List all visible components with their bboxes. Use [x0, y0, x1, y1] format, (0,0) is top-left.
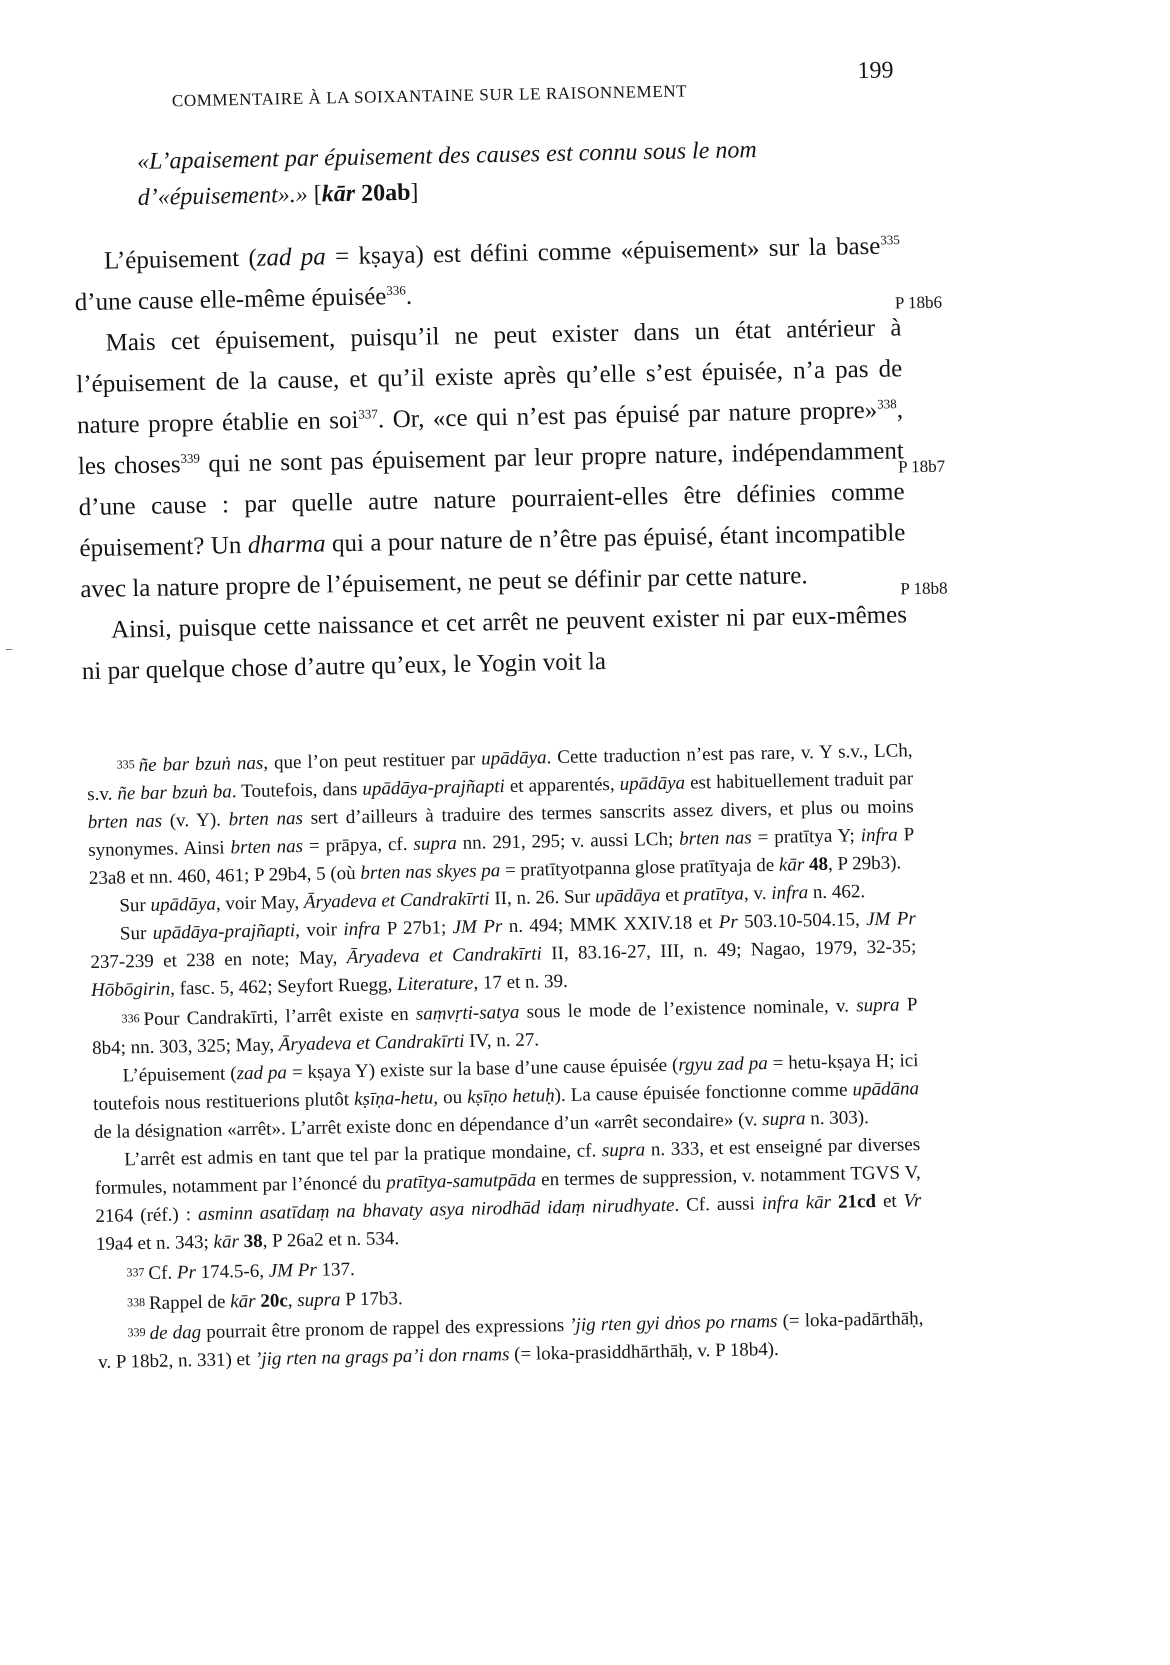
- text-run: (= loka-prasiddhārthāḥ, v. P 18b4).: [509, 1338, 779, 1366]
- footnote-ref-335[interactable]: 335: [880, 232, 900, 248]
- text-run: Pour Candrakīrti, l’arrêt existe en: [143, 1003, 417, 1031]
- text-run: Mais cet épuisement, puisqu’il ne peut exister dans un état antérieur à l’épuisement de la cause, et qu’il existe après qu’elle s’est épuisée, n’a pas de nature propre établie en soi: [76, 314, 903, 440]
- text-run: upādāya-prajñapti: [362, 776, 506, 800]
- text-run: brten nas: [230, 835, 304, 859]
- footnote-ref-337[interactable]: 337: [358, 406, 378, 422]
- footnote-ref-336[interactable]: 336: [386, 282, 406, 298]
- text-run: , ou: [433, 1086, 468, 1109]
- text-run: (= loka-padārthāḥ, v. P 18b2, n. 331) et: [97, 1308, 924, 1373]
- footnote-336-sub-2: [94, 1131, 922, 1259]
- text-run: supra: [413, 832, 457, 855]
- text-run: dharma: [247, 530, 326, 559]
- running-header: COMMENTAIRE À LA SOIXANTAINE SUR LE RAISONNEMENT: [171, 81, 688, 111]
- text-run: supra: [761, 1108, 806, 1131]
- text-run: Pr: [176, 1262, 197, 1284]
- text-run: 174.5-6,: [195, 1260, 269, 1284]
- text-run: .: [405, 282, 413, 310]
- verse-ref-open: [: [313, 181, 322, 208]
- footnote-number: 337: [126, 1265, 145, 1280]
- text-run: n. 494; MMK XXIV.18 et: [502, 911, 719, 938]
- text-run: sous le mode de l’existence nominale, v.: [519, 995, 857, 1023]
- text-run: de dag: [149, 1321, 202, 1344]
- text-run: sert d’ailleurs à traduire des termes sanscrits assez divers, et plus ou moins synonymes. Ainsi: [88, 796, 914, 862]
- text-run: = pratītyotpanna glose pratītyaja de: [500, 854, 780, 882]
- footnote-336-sub-1: [92, 1047, 919, 1147]
- text-run: brten nas: [228, 807, 304, 831]
- text-run: ’jig rten gyi dṅos po rnams: [569, 1310, 778, 1336]
- text-run: kār: [778, 854, 805, 876]
- text-run: = pratītya Y;: [751, 825, 861, 849]
- text-run: d’une cause elle-même épuisée: [74, 283, 387, 317]
- text-run: 19a4 et n. 343;: [95, 1231, 214, 1255]
- paragraph-1: [74, 225, 901, 323]
- text-run: Sur: [119, 894, 151, 917]
- text-run: , que l’on peut restituer par: [263, 748, 482, 774]
- text-run: infra: [860, 824, 898, 847]
- text-run: = kṣaya Y) existe sur la base d’une cause épuisée (: [286, 1054, 679, 1084]
- text-run: kār: [213, 1231, 240, 1253]
- text-run: . Cette traduction n’est pas rare, v. Y s.v., LCh, s.v.: [87, 740, 913, 806]
- text-run: n. 303).: [805, 1107, 869, 1130]
- text-run: 20c: [255, 1290, 288, 1312]
- text-run: . Cf. aussi: [674, 1193, 763, 1216]
- text-run: Āryadeva et Candrakīrti: [346, 943, 543, 969]
- text-run: IV, n. 27.: [464, 1029, 540, 1052]
- scan-margin-mark: [6, 649, 12, 650]
- text-run: Āryadeva et Candrakīrti: [303, 888, 490, 913]
- text-run: 237-239 et 238 en note; May,: [90, 947, 347, 974]
- text-run: nn. 291, 295; v. aussi LCh;: [456, 828, 680, 854]
- text-run: (v. Y).: [161, 809, 229, 832]
- text-run: , 17 et n. 39.: [473, 970, 569, 994]
- text-run: upādāya: [594, 885, 661, 908]
- text-run: ñe bar bzuṅ nas: [138, 752, 264, 777]
- text-run: brten nas: [678, 827, 752, 850]
- text-run: infra: [343, 918, 381, 941]
- text-run: et: [875, 1190, 904, 1213]
- text-run: et: [660, 884, 684, 907]
- text-run: kṣīṇo hetuḥ: [467, 1085, 555, 1108]
- text-run: supra: [601, 1139, 646, 1162]
- text-run: zad pa: [256, 243, 327, 272]
- main-text: [74, 225, 909, 692]
- text-run: II, n. 26. Sur: [489, 886, 596, 910]
- text-run: est habituellement traduit par: [684, 768, 914, 794]
- footnote-ref-339[interactable]: 339: [180, 450, 201, 466]
- text-run: Āryadeva et Candrakīrti: [278, 1030, 465, 1056]
- text-run: n. 333, et est enseigné par diverses formules, notamment par l’énoncé du: [94, 1134, 921, 1199]
- text-run: ,: [287, 1290, 298, 1312]
- footnote-number: 338: [126, 1295, 146, 1310]
- text-run: L’épuisement (: [122, 1063, 237, 1087]
- margin-ref-18b8: P 18b8: [900, 578, 948, 599]
- verse-ref-close: ]: [410, 179, 419, 206]
- text-run: infra kār: [761, 1191, 832, 1215]
- text-run: upādāna: [852, 1078, 920, 1101]
- text-run: Pr: [718, 911, 738, 933]
- text-run: kār: [230, 1290, 256, 1313]
- text-run: de la désignation «arrêt». L’arrêt existe donc en dépendance d’un «arrêt secondaire» (v.: [93, 1109, 763, 1144]
- text-run: L’arrêt est admis en tant que tel par la pratique mondaine, cf.: [124, 1140, 603, 1171]
- paragraph-3: Ainsi, puisque cette naissance et cet arrêt ne peuvent exister ni par eux-mêmes ni par quelque chose d’autre qu’eux, le Yogin voit la: [81, 601, 908, 686]
- text-run: saṃvṛti-satya: [415, 1001, 520, 1025]
- text-run: qui a pour nature de n’être pas épuisé, étant incompatible avec la nature propre de l’épuisement, ne peut se définir par cette nature.: [80, 519, 906, 604]
- text-run: Literature: [396, 972, 474, 996]
- footnote-335: [86, 735, 915, 893]
- text-run: upādāya: [480, 747, 547, 770]
- margin-ref-18b7: P 18b7: [897, 456, 946, 477]
- text-run: upādāya: [619, 772, 686, 795]
- text-run: brten nas: [87, 810, 163, 834]
- verse-quote: [137, 130, 888, 216]
- text-run: II, 83.16-27, III, n. 49; Nagao, 1979, 32-35;: [541, 936, 917, 965]
- text-run: , voir: [294, 919, 344, 942]
- text-run: , v.: [743, 882, 772, 905]
- text-run: zad pa: [236, 1062, 288, 1085]
- text-run: qui ne sont pas épuisement par leur propre nature, indépendamment d’une cause : par quelle autre nature pourraient-elles être définies comme épuisement? Un: [78, 437, 905, 563]
- text-run: P 27b1;: [380, 917, 453, 940]
- text-run: , fasc. 5, 462; Seyfort Ruegg,: [169, 974, 398, 1000]
- text-run: Sur: [119, 922, 153, 945]
- text-run: en termes de suppression, v. notamment TGVS V, 2164 (réf.) :: [95, 1162, 921, 1227]
- text-run: = prāpya, cf.: [302, 833, 414, 857]
- text-run: , voir May,: [215, 891, 305, 915]
- footnotes: [86, 735, 924, 1377]
- text-run: = hetu-kṣaya H; ici toutefois nous restituerions plutôt: [92, 1050, 919, 1116]
- footnote-ref-338[interactable]: 338: [877, 396, 897, 412]
- text-run: upādāya: [150, 893, 217, 916]
- margin-ref-18b6: P 18b6: [894, 292, 943, 313]
- text-run: infra: [771, 882, 809, 904]
- text-run: pourrait être pronom de rappel des expressions: [200, 1314, 570, 1343]
- text-run: , P 29b3).: [827, 852, 902, 875]
- text-run: rgyu zad pa: [678, 1053, 768, 1076]
- text-run: 137.: [316, 1259, 355, 1281]
- text-run: = kṣaya) est défini comme «épuisement» sur la base: [325, 232, 881, 271]
- text-run: . Toutefois, dans: [231, 778, 363, 803]
- footnote-number: 336: [121, 1011, 140, 1026]
- text-run: upādāya-prajñapti: [152, 920, 296, 944]
- paragraph-2: [75, 307, 906, 610]
- text-run: JM Pr: [865, 908, 916, 931]
- text-run: supra: [297, 1289, 341, 1312]
- text-run: JM Pr: [452, 916, 503, 939]
- text-run: Vr: [903, 1190, 922, 1212]
- quote-text: «L’apaisement par épuisement des causes est connu sous le nom d’«épuisement».»: [136, 137, 757, 211]
- text-run: kṣīṇa-hetu: [353, 1087, 434, 1110]
- text-run: ). La cause épuisée fonctionne comme: [554, 1079, 853, 1107]
- page-number: 199: [857, 57, 894, 85]
- text-run: . Or, «ce qui n’est pas épuisé par nature propre»: [377, 396, 878, 434]
- text-run: supra: [856, 994, 900, 1017]
- text-run: n. 462.: [807, 881, 866, 904]
- text-run: P 8b4; nn. 303, 325; May,: [91, 994, 918, 1060]
- text-run: pratītya-samutpāda: [386, 1169, 537, 1194]
- text-run: 38: [238, 1230, 263, 1253]
- text-run: 503.10-504.15,: [737, 909, 867, 933]
- text-run: L’épuisement (: [103, 244, 258, 275]
- text-run: Hōbōgirin: [90, 978, 171, 1002]
- text-run: et apparentés,: [504, 773, 620, 798]
- text-run: , les choses: [77, 396, 904, 481]
- text-run: ñe bar bzuṅ ba: [117, 781, 232, 805]
- text-run: , P 26a2 et n. 534.: [262, 1228, 400, 1252]
- verse-ref-kar: kār: [321, 180, 356, 208]
- verse-ref-number: 20ab: [360, 179, 411, 207]
- text-run: P 17b3.: [340, 1288, 403, 1311]
- text-run: JM Pr: [268, 1259, 317, 1282]
- text-run: 21cd: [830, 1191, 877, 1213]
- text-run: P 23a8 et nn. 460, 461; P 29b4, 5 (où: [88, 824, 915, 890]
- footnote-335-sub-2: [90, 905, 917, 1005]
- text-run: brten nas skyes pa: [360, 860, 501, 884]
- footnote-number: 335: [116, 757, 135, 772]
- text-run: Cf.: [148, 1262, 178, 1284]
- text-run: pratītya: [683, 883, 745, 906]
- text-run: Rappel de: [148, 1291, 231, 1314]
- footnote-number: 339: [127, 1325, 146, 1340]
- text-run: ’jig rten na grags pa’i don rnams: [254, 1344, 510, 1370]
- text-run: asminn asatīdaṃ na bhavaty asya nirodhād idaṃ nirudhyate: [197, 1194, 675, 1226]
- text-run: 48: [804, 853, 829, 876]
